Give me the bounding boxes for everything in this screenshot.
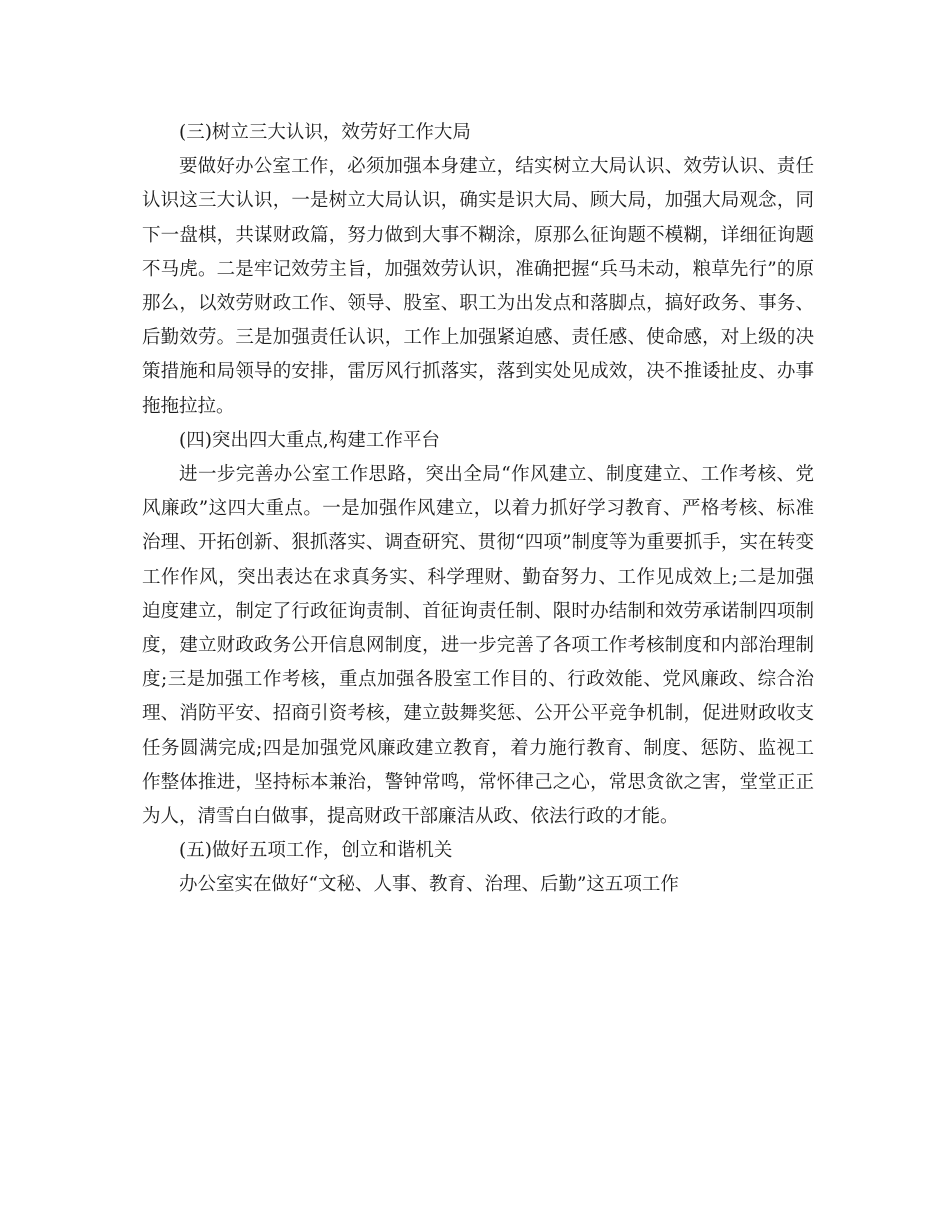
document-body	[142, 116, 814, 903]
section-heading-3: (三)树立三大认识，效劳好工作大局	[179, 122, 471, 143]
section-paragraph-5: 办公室实在做好“文秘、人事、教育、治理、后勤”这五项工作	[179, 874, 679, 896]
section-heading-5: (五)做好五项工作，创立和谐机关	[179, 840, 453, 862]
section-heading-4: (四)突出四大重点,构建工作平台	[179, 429, 440, 451]
section-paragraph-4: 进一步完善办公室工作思路，突出全局“作风建立、制度建立、工作考核、党风廉政”这四大重点。一是加强作风建立，以着力抓好学习教育、严格考核、标准治理、开拓创新、狠抓落实、调查研究、贯彻“四项”制度等为重要抓手，实在转变工作作风，突出表达在求真务实、科学理财、勤奋努力、工作见成效上;二是加强迫度建立，制定了行政征询责制、首征询责任制、限时办结制和效劳承诺制四项制度，建立财政政务公开信息网制度，进一步完善了各项工作考核制度和内部治理制度;三是加强工作考核，重点加强各股室工作目的、行政效能、党风廉政、综合治理、消防平安、招商引资考核，建立鼓舞奖惩、公开公平竞争机制，促进财政收支任务圆满完成;四是加强党风廉政建立教育，着力施行教育、制度、惩防、监视工作整体推进，坚持标本兼治，警钟常鸣，常怀律己之心，常思贪欲之害，堂堂正正为人，清雪白白做事，提高财政干部廉洁从政、依法行政的才能。	[142, 464, 814, 828]
section-paragraph-3: 要做好办公室工作，必须加强本身建立，结实树立大局认识、效劳认识、责任认识这三大认识，一是树立大局认识，确实是识大局、顾大局，加强大局观念，同下一盘棋，共谋财政篇，努力做到大事不糊涂，原那么征询题不模糊，详细征询题不马虎。二是牢记效劳主旨，加强效劳认识，准确把握“兵马未动，粮草先行”的原那么，以效劳财政工作、领导、股室、职工为出发点和落脚点，搞好政务、事务、后勤效劳。三是加强责任认识，工作上加强紧迫感、责任感、使命感，对上级的决策措施和局领导的安排，雷厉风行抓落实，落到实处见成效，决不推诿扯皮、办事拖拖拉拉。	[142, 156, 814, 417]
